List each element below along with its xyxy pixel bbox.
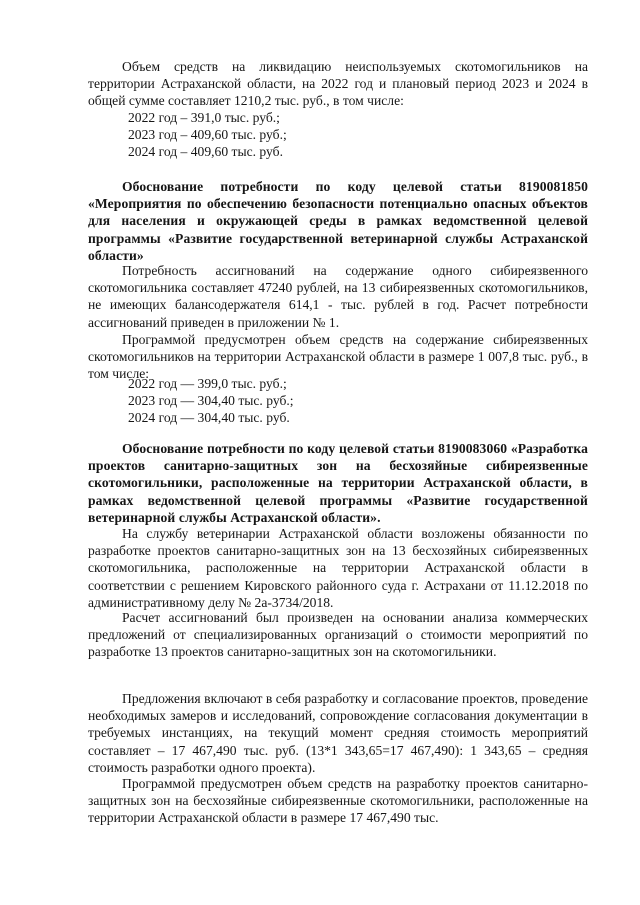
- section2-paragraph-3: Предложения включают в себя разработку и согласование проектов, проведение необходимых замеров и исследований, сопровождение согласования документации в требуемых инстанциях, на текущий момент средняя стоимость мероприятий составляет – 17 467,490 тыс. руб. (13*1 343,65=17 467,490): 1 343,65 – средняя стоимость разработки одного проекта).: [88, 691, 588, 775]
- list-item: 2024 год – 409,60 тыс. руб.: [128, 144, 283, 160]
- section1-year-list: [128, 375, 428, 427]
- section2-paragraph-4: Программой предусмотрен объем средств на разработку проектов санитарно-защитных зон на бесхозяйные сибиреязвенные скотомогильники, расположенные на территории Астраханской области в размере 17 467,490 тыс.: [88, 776, 588, 826]
- section1-heading: Обоснование потребности по коду целевой статьи 8190081850 «Мероприятия по обеспечению безопасности потенциально опасных объектов для населения и окружающей среды в рамках ведомственной целевой программы «Развитие государственной ветеринарной службы Астраханской области»: [88, 179, 588, 263]
- section2-heading: Обоснование потребности по коду целевой статьи 8190083060 «Разработка проектов санитарно-защитных зон на бесхозяйные сибиреязвенные скотомогильники, расположенные на территории Астраханской области, в рамках ведомственной целевой программы «Развитие государственной ветеринарной службы Астраханской области».: [88, 441, 588, 525]
- section1-paragraph-1: Потребность ассигнований на содержание одного сибиреязвенного скотомогильника составляет 47240 рублей, на 13 сибиреязвенных скотомогильников, не имеющих балансодержателя 614,1 - тыс. рублей в год. Расчет потребности ассигнований приведен в приложении № 1.: [88, 263, 588, 330]
- list-item: 2022 год – 391,0 тыс. руб.;: [128, 110, 280, 125]
- list-item: 2023 год – 409,60 тыс. руб.;: [128, 127, 287, 143]
- intro-year-list: [128, 109, 428, 161]
- list-item: 2023 год — 304,40 тыс. руб.;: [128, 393, 294, 409]
- list-item: 2024 год — 304,40 тыс. руб.: [128, 410, 290, 426]
- section2-paragraph-1: На службу ветеринарии Астраханской области возложены обязанности по разработке проектов санитарно-защитных зон на 13 бесхозяйных сибиреязвенных скотомогильника, расположенные на территории Астраханской области в соответствии с решением Кировского районного суда г. Астрахани от 11.12.2018 по административному делу № 2а-3734/2018.: [88, 526, 588, 610]
- section1-paragraph-2: Программой предусмотрен объем средств на содержание сибиреязвенных скотомогильников на территории Астраханской области в размере 1 007,8 тыс. руб., в том числе:: [88, 332, 588, 382]
- list-item: 2022 год — 399,0 тыс. руб.;: [128, 376, 287, 391]
- section2-paragraph-2: Расчет ассигнований был произведен на основании анализа коммерческих предложений от специализированных организаций о стоимости мероприятий по разработке 13 проектов санитарно-защитных зон на скотомогильники.: [88, 610, 588, 660]
- intro-paragraph: Объем средств на ликвидацию неиспользуемых скотомогильников на территории Астраханской области, на 2022 год и плановый период 2023 и 2024 в общей сумме составляет 1210,2 тыс. руб., в том числе:: [88, 59, 588, 109]
